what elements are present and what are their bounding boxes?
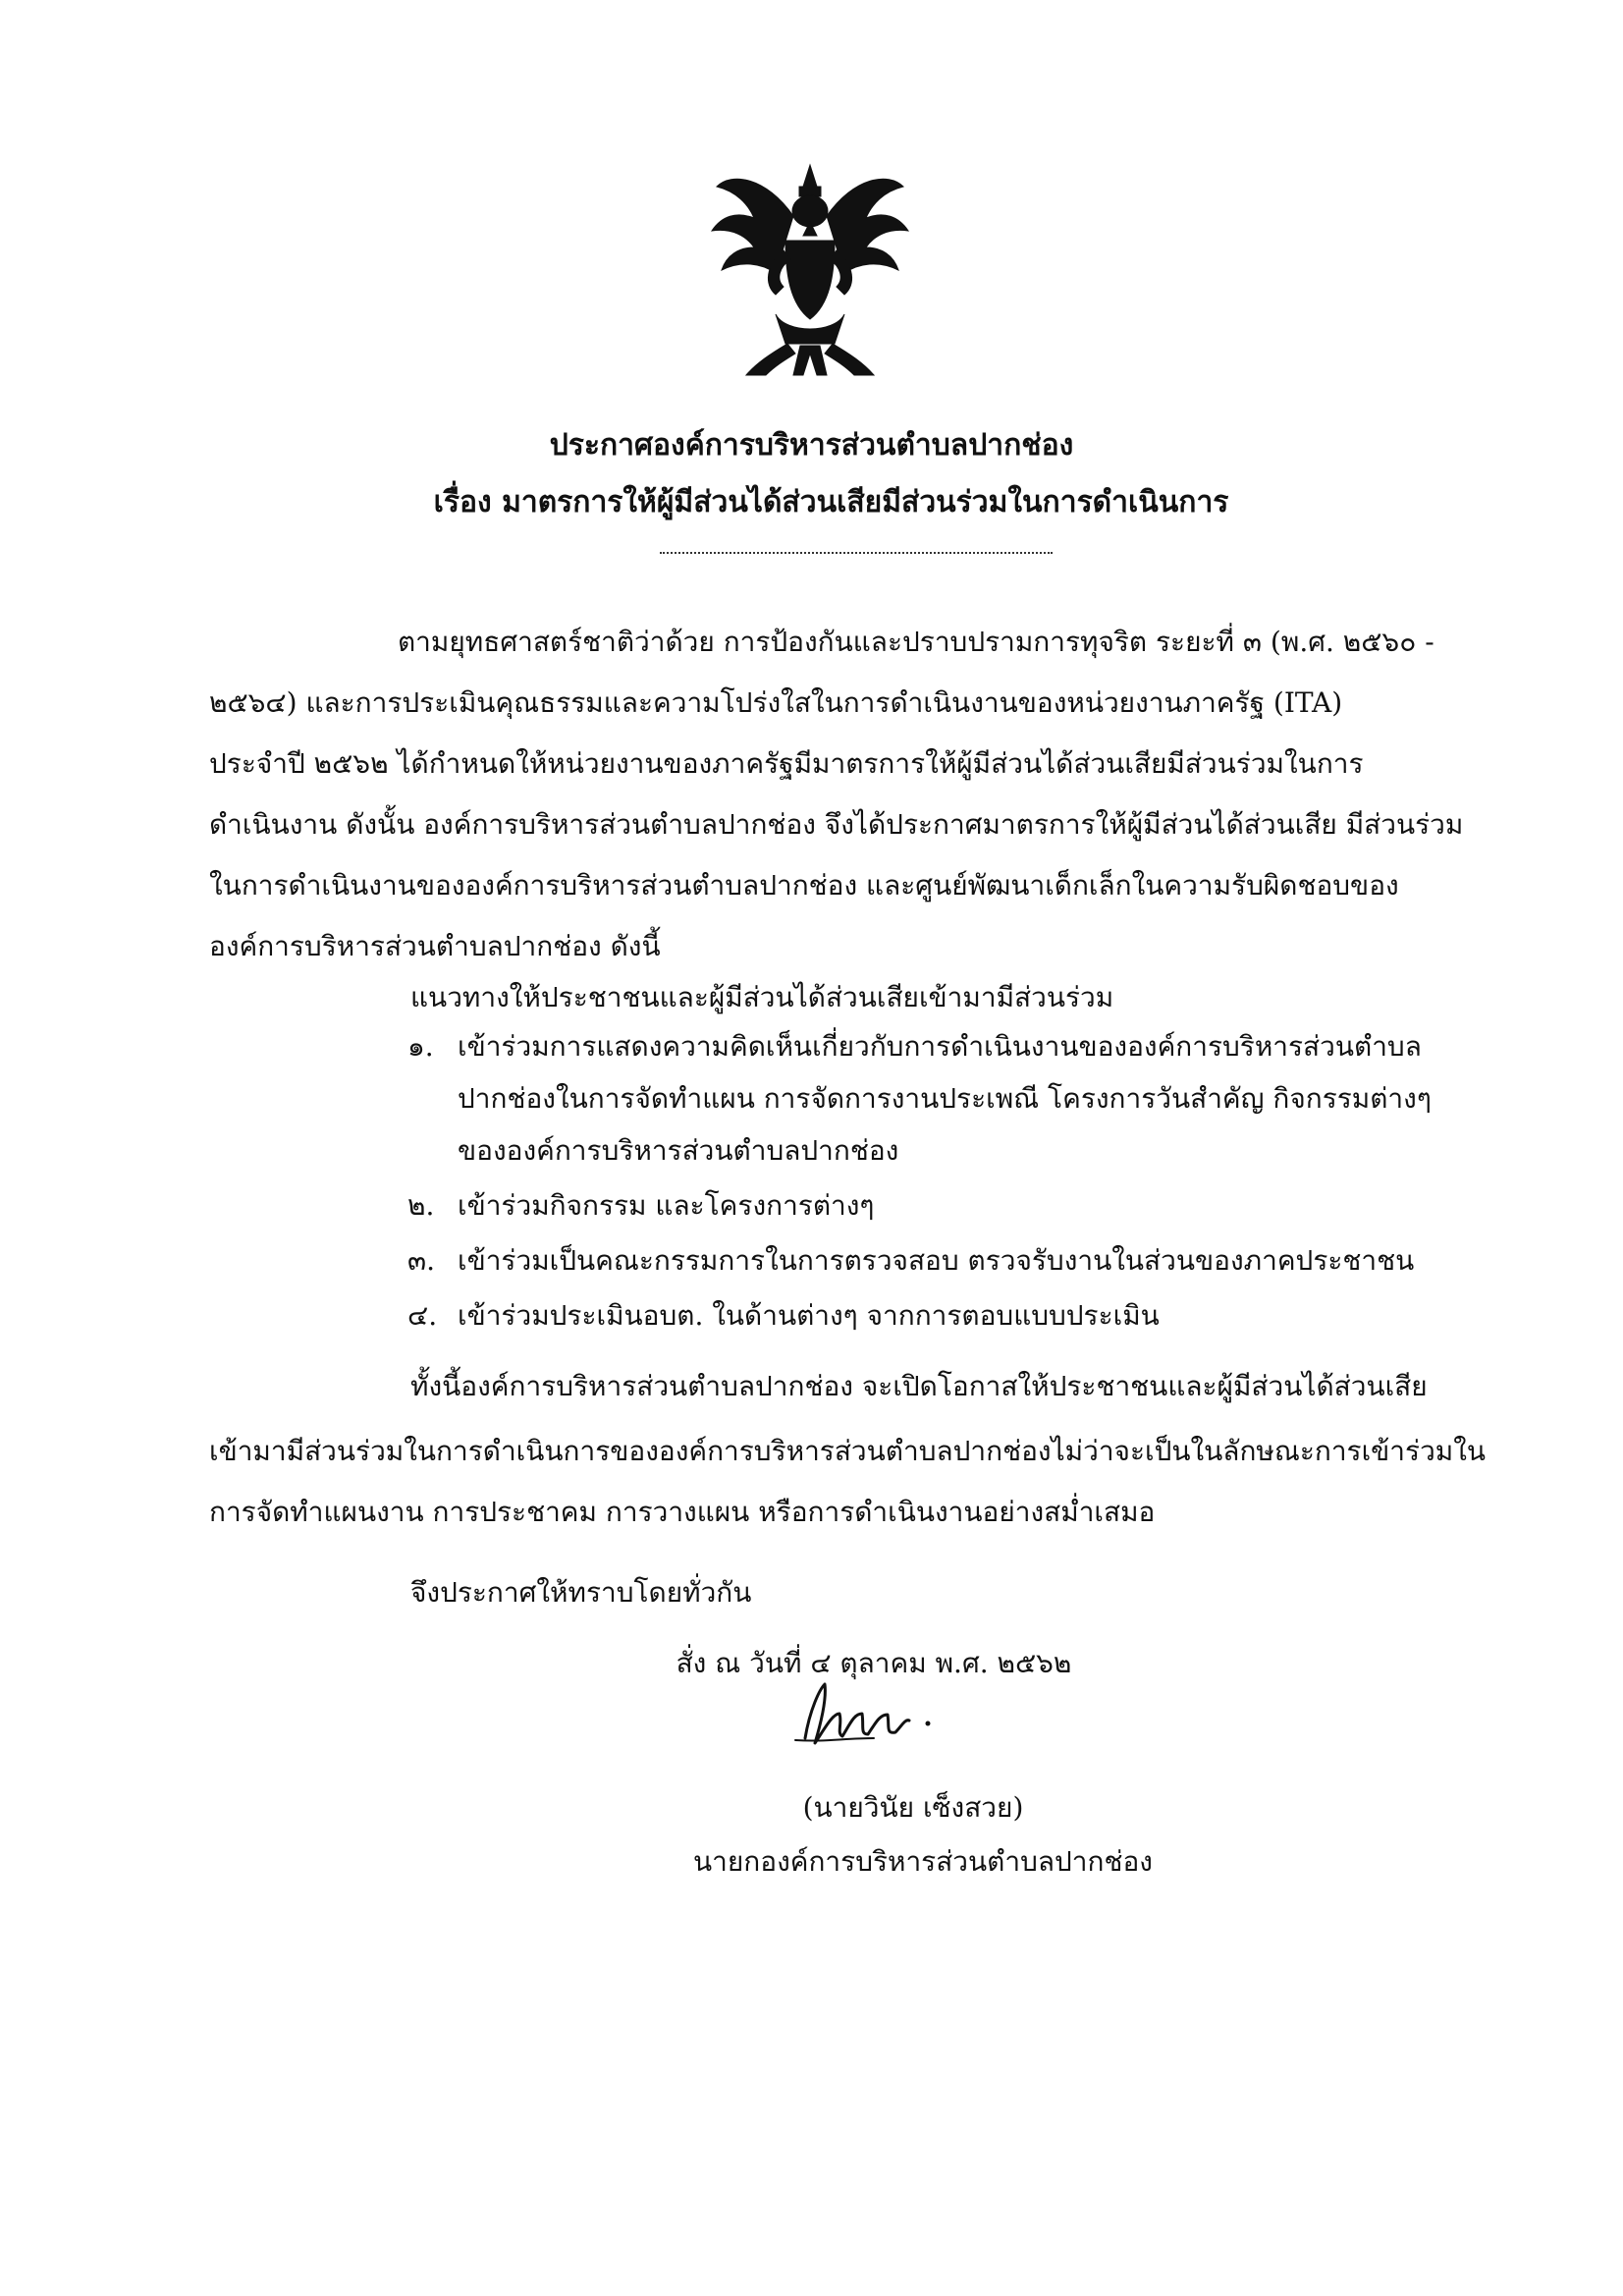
list-item-1-line-1: เข้าร่วมการแสดงความคิดเห็นเกี่ยวกับการดำเนินงานขององค์การบริหารส่วนตำบล — [458, 1030, 1422, 1063]
paragraph-1-line-6: องค์การบริหารส่วนตำบลปากช่อง ดังนี้ — [209, 930, 661, 962]
announcement-line: จึงประกาศให้ทราบโดยทั่วกัน — [410, 1576, 752, 1609]
document-subject: เรื่อง มาตรการให้ผู้มีส่วนได้ส่วนเสียมีส่วนร่วมในการดำเนินการ — [433, 485, 1229, 519]
paragraph-1-line-4: ดำเนินงาน ดังนั้น องค์การบริหารส่วนตำบลปากช่อง จึงได้ประกาศมาตรการให้ผู้มีส่วนได้ส่วนเสีย มีส่วนร่วม — [209, 808, 1464, 841]
list-item-1-line-3: ขององค์การบริหารส่วนตำบลปากช่อง — [458, 1134, 899, 1167]
paragraph-2-line-1: ทั้งนี้องค์การบริหารส่วนตำบลปากช่อง จะเปิดโอกาสให้ประชาชนและผู้มีส่วนได้ส่วนเสีย — [410, 1370, 1428, 1402]
paragraph-1-line-1: ตามยุทธศาสตร์ชาติว่าด้วย การป้องกันและปราบปรามการทุจริต ระยะที่ ๓ (พ.ศ. ๒๕๖๐ - — [398, 626, 1434, 658]
announcement-date: สั่ง ณ วันที่ ๔ ตุลาคม พ.ศ. ๒๕๖๒ — [676, 1647, 1072, 1679]
paragraph-1-line-2: ๒๕๖๔) และการประเมินคุณธรรมและความโปร่งใสในการดำเนินงานของหน่วยงานภาครัฐ (ITA) — [209, 686, 1343, 719]
list-item-number: ๒. — [407, 1189, 435, 1222]
list-item-number: ๔. — [407, 1299, 438, 1332]
document-title: ประกาศองค์การบริหารส่วนตำบลปากช่อง — [549, 428, 1074, 463]
title-divider — [660, 552, 1053, 554]
list-item-4-line-1: เข้าร่วมประเมินอบต. ในด้านต่างๆ จากการตอบแบบประเมิน — [458, 1299, 1160, 1332]
handwritten-signature-icon — [785, 1669, 972, 1763]
paragraph-1-line-5: ในการดำเนินงานขององค์การบริหารส่วนตำบลปากช่อง และศูนย์พัฒนาเด็กเล็กในความรับผิดชอบของ — [209, 869, 1399, 902]
signer-position: นายกองค์การบริหารส่วนตำบลปากช่อง — [693, 1845, 1153, 1878]
paragraph-1-line-3: ประจำปี ๒๕๖๒ ได้กำหนดให้หน่วยงานของภาครัฐมีมาตรการให้ผู้มีส่วนได้ส่วนเสียมีส่วนร่วมในการ — [209, 747, 1364, 780]
guideline-heading: แนวทางให้ประชาชนและผู้มีส่วนได้ส่วนเสียเข้ามามีส่วนร่วม — [410, 981, 1114, 1013]
list-item-3-line-1: เข้าร่วมเป็นคณะกรรมการในการตรวจสอบ ตรวจรับงานในส่วนของภาคประชาชน — [458, 1244, 1415, 1277]
list-item-number: ๓. — [407, 1244, 436, 1277]
list-item-number: ๑. — [407, 1030, 434, 1063]
list-item-2-line-1: เข้าร่วมกิจกรรม และโครงการต่างๆ — [458, 1189, 875, 1222]
garuda-emblem-icon — [677, 157, 943, 383]
list-item-1-line-2: ปากช่องในการจัดทำแผน การจัดการงานประเพณี โครงการวันสำคัญ กิจกรรมต่างๆ — [458, 1082, 1432, 1115]
signer-name: (นายวินัย เซ็งสวย) — [802, 1791, 1024, 1824]
paragraph-2-line-2: เข้ามามีส่วนร่วมในการดำเนินการขององค์การบริหารส่วนตำบลปากช่องไม่ว่าจะเป็นในลักษณะการเข้าร่วมใน — [209, 1435, 1487, 1467]
paragraph-2-line-3: การจัดทำแผนงาน การประชาคม การวางแผน หรือการดำเนินงานอย่างสม่ำเสมอ — [209, 1496, 1156, 1528]
